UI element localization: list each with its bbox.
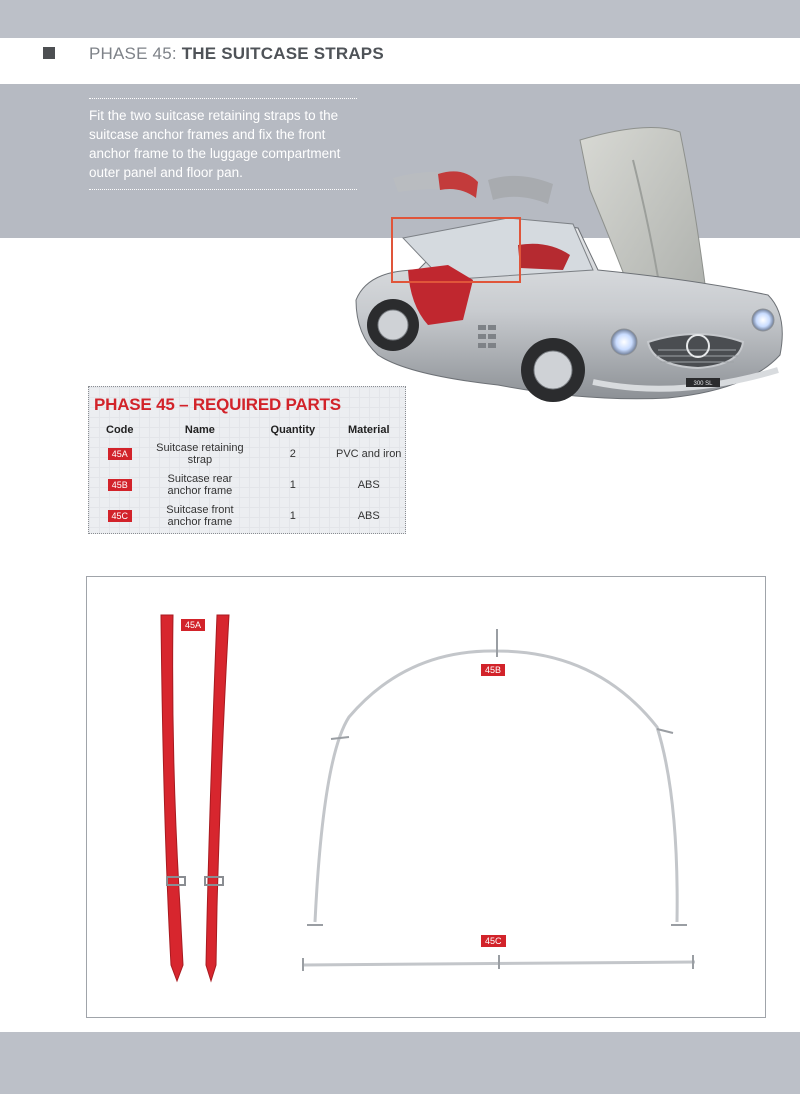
parts-photo (87, 577, 765, 1017)
required-parts-box (88, 386, 406, 534)
part-code-badge: 45B (108, 479, 132, 491)
intro-box (89, 98, 357, 190)
label-45a: 45A (181, 619, 205, 631)
column-header-quantity: Quantity (270, 424, 316, 436)
required-parts-title: PHASE 45 – REQUIRED PARTS (94, 395, 341, 414)
license-plate: 300 SL (693, 381, 713, 387)
parts-photo-panel (86, 576, 766, 1018)
column-header-code: Code (106, 424, 134, 436)
part-quantity: 2 (289, 447, 296, 460)
table-row (92, 469, 404, 500)
table-row (92, 438, 404, 469)
page-title (89, 44, 384, 64)
part-name: Suitcase front anchor frame (166, 503, 234, 528)
intro-text: Fit the two suitcase retaining straps to the suitcase anchor frames and fix the front anchor frame to the luggage compartment outer panel and floor pan. (89, 108, 341, 180)
part-quantity: 1 (289, 509, 296, 522)
part-code-badge: 45C (108, 510, 133, 522)
label-45c: 45C (481, 935, 506, 947)
table-row (92, 500, 404, 531)
column-header-name: Name (184, 424, 215, 436)
label-45b: 45B (481, 664, 505, 676)
title-square-icon (43, 47, 55, 59)
part-material: ABS (357, 509, 380, 522)
car-illustration (348, 120, 798, 420)
part-material: ABS (357, 478, 380, 491)
table-header-row (92, 422, 404, 438)
part-quantity: 1 (289, 478, 296, 491)
part-name: Suitcase retaining strap (156, 441, 244, 466)
part-code-badge: 45A (108, 448, 132, 460)
bottom-band (0, 1032, 800, 1094)
page-title-main: THE SUITCASE STRAPS (181, 44, 384, 63)
top-band (0, 0, 800, 38)
required-parts-table (92, 422, 404, 531)
page-title-prefix: PHASE 45: (89, 44, 182, 63)
strap-right (205, 615, 229, 981)
part-material: PVC and iron (336, 447, 402, 460)
strap-left (161, 615, 185, 981)
part-name: Suitcase rear anchor frame (167, 472, 233, 497)
column-header-material: Material (347, 424, 390, 436)
